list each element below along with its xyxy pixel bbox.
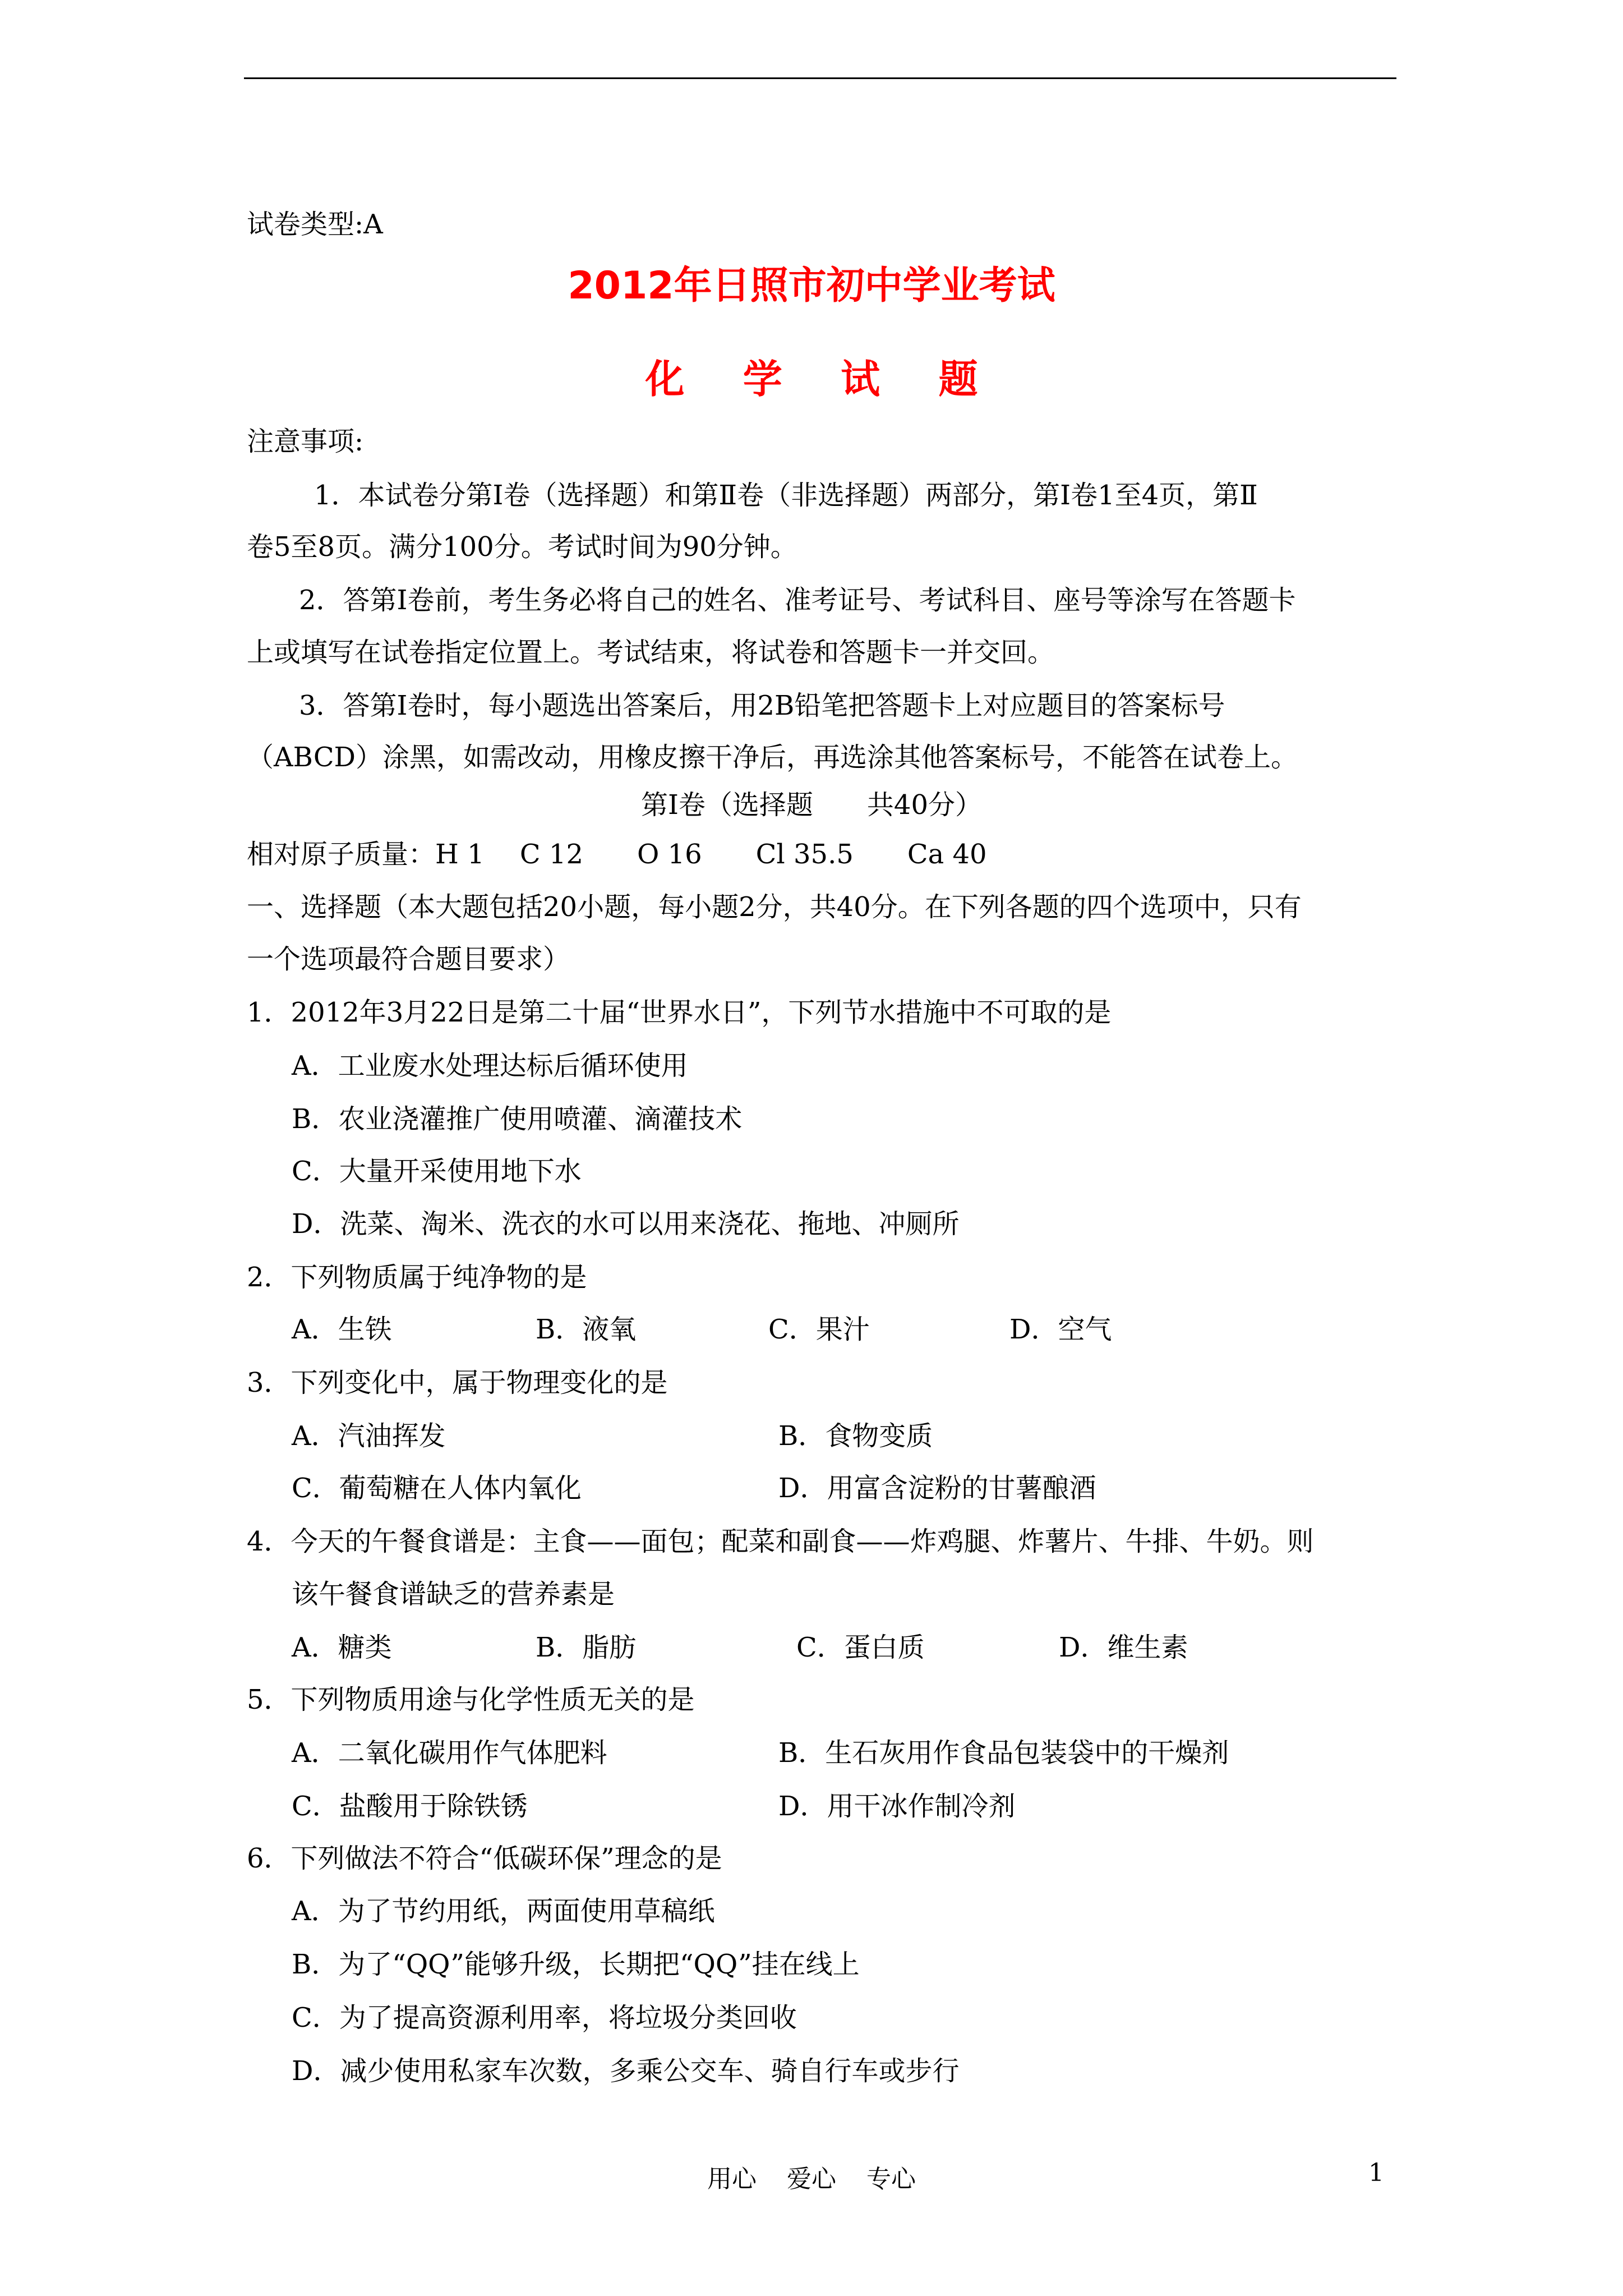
option-b: B．液氧	[536, 1314, 637, 1345]
option-a: A．汽油挥发	[292, 1420, 446, 1452]
options-row	[0, 1471, 1623, 1505]
notice-item: 2．答第Ⅰ卷前，考生务必将自己的姓名、准考证号、考试科目、座号等涂写在答题卡	[299, 585, 1296, 616]
notice-item: 上或填写在试卷指定位置上。考试结束，将试卷和答题卡一并交回。	[247, 637, 1055, 668]
option-c: C．大量开采使用地下水	[292, 1156, 582, 1187]
section-instruction: 一个选项最符合题目要求）	[247, 944, 570, 975]
section-instruction: 一、选择题（本大题包括20小题，每小题2分，共40分。在下列各题的四个选项中，只有	[247, 891, 1302, 923]
exam-title: 2012年日照市初中学业考试	[568, 264, 1055, 308]
option-b: B．食物变质	[778, 1420, 933, 1452]
footer-motto: 用心 爱心 专心	[707, 2165, 916, 2193]
options-row	[0, 1736, 1623, 1770]
options-row	[0, 1631, 1623, 1664]
option-c: C．为了提高资源利用率，将垃圾分类回收	[292, 2002, 797, 2033]
header-rule	[244, 77, 1396, 79]
option-d: D．用富含淀粉的甘薯酿酒	[778, 1473, 1096, 1504]
notice-item: 卷5至8页。满分100分。考试时间为90分钟。	[247, 531, 797, 563]
option-d: D．洗菜、淘米、洗衣的水可以用来浇花、拖地、冲厕所	[292, 1208, 960, 1240]
atomic-masses: 相对原子质量：H 1 C 12 O 16 Cl 35.5 Ca 40	[247, 839, 987, 870]
option-d: D．维生素	[1059, 1632, 1188, 1663]
option-a: A．生铁	[292, 1314, 392, 1345]
options-row	[0, 1419, 1623, 1453]
options-row	[0, 1313, 1623, 1346]
notice-heading: 注意事项:	[247, 426, 364, 457]
page-number: 1	[1368, 2159, 1384, 2187]
option-c: C．蛋白质	[796, 1632, 925, 1663]
question-stem: 3．下列变化中，属于物理变化的是	[247, 1367, 668, 1398]
option-d: D．用干冰作制冷剂	[778, 1791, 1016, 1822]
question-stem: 5．下列物质用途与化学性质无关的是	[247, 1684, 695, 1715]
option-c: C．盐酸用于除铁锈	[292, 1791, 528, 1822]
notice-item: 3．答第Ⅰ卷时，每小题选出答案后，用2B铅笔把答题卡上对应题目的答案标号	[299, 690, 1225, 721]
question-stem: 6．下列做法不符合“低碳环保”理念的是	[247, 1843, 722, 1874]
question-stem: 该午餐食谱缺乏的营养素是	[292, 1579, 615, 1610]
option-d: D．减少使用私家车次数，多乘公交车、骑自行车或步行	[292, 2055, 960, 2087]
question-stem: 1．2012年3月22日是第二十届“世界水日”，下列节水措施中不可取的是	[247, 997, 1112, 1028]
option-a: A．糖类	[292, 1632, 392, 1663]
subject-title: 化 学 试 题	[645, 356, 1000, 402]
option-c: C．果汁	[768, 1314, 870, 1345]
option-a: A．为了节约用纸，两面使用草稿纸	[292, 1895, 715, 1927]
option-a: A．二氧化碳用作气体肥料	[292, 1737, 607, 1769]
option-b: B．为了“QQ”能够升级，长期把“QQ”挂在线上	[292, 1949, 860, 1980]
question-stem: 2．下列物质属于纯净物的是	[247, 1262, 587, 1293]
option-b: B．生石灰用作食品包装袋中的干燥剂	[778, 1737, 1229, 1769]
option-b: B．脂肪	[536, 1632, 637, 1663]
paper-type: 试卷类型:A	[247, 209, 383, 240]
section-title: 第Ⅰ卷（选择题 共40分）	[640, 789, 983, 821]
options-row	[0, 1789, 1623, 1823]
option-d: D．空气	[1009, 1314, 1112, 1345]
question-stem: 4．今天的午餐食谱是：主食——面包；配菜和副食——炸鸡腿、炸薯片、牛排、牛奶。则	[247, 1526, 1314, 1557]
option-c: C．葡萄糖在人体内氧化	[292, 1473, 582, 1504]
notice-item: 1．本试卷分第Ⅰ卷（选择题）和第Ⅱ卷（非选择题）两部分，第Ⅰ卷1至4页，第Ⅱ	[314, 480, 1258, 511]
option-b: B．农业浇灌推广使用喷灌、滴灌技术	[292, 1103, 743, 1135]
notice-item: （ABCD）涂黑，如需改动，用橡皮擦干净后，再选涂其他答案标号，不能答在试卷上。	[247, 742, 1298, 773]
option-a: A．工业废水处理达标后循环使用	[292, 1050, 688, 1082]
